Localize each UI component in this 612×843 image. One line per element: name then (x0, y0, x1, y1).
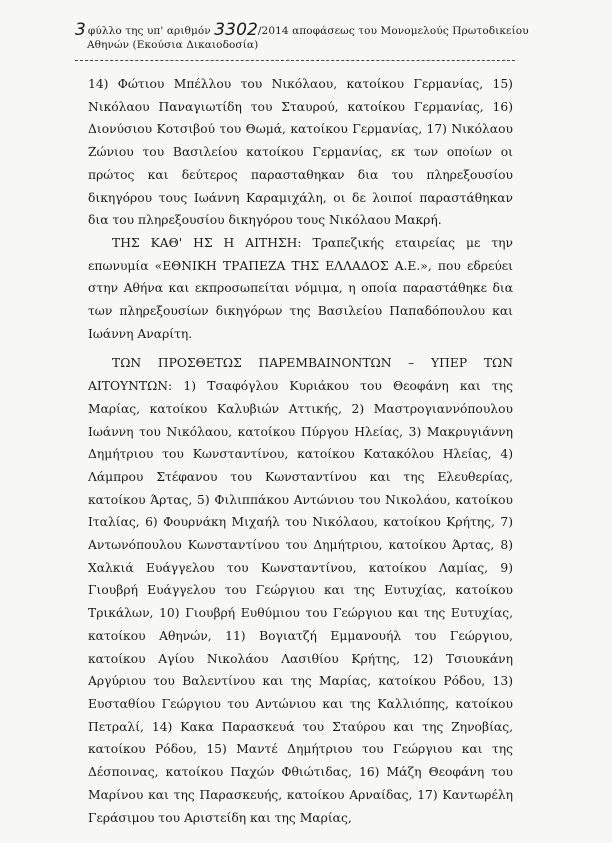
header-line-1 (75, 22, 545, 38)
paragraph-respondent: ΤΗΣ ΚΑΘ' ΗΣ Η ΑΙΤΗΣΗ: Τραπεζικής εταιρείας με την επωνυμία «ΕΘΝΙΚΗ ΤΡΑΠΕΖΑ ΤΗΣ ΕΛΛΑΔΟΣ Α.Ε.», που εδρεύει στην Αθήνα και εκπροσωπείται νόμιμα, η οποία παραστάθηκε δια των πληρεξουσίων δικηγόρων της Βασιλείου Παπαδόπουλου και Ιωάννη Αναρίτη. (88, 235, 513, 341)
page-header (75, 22, 545, 52)
header-divider (75, 60, 515, 61)
page-mark-handwritten: 3 (75, 20, 86, 40)
paragraph-interveners: ΤΩΝ ΠΡΟΣΘΕΤΩΣ ΠΑΡΕΜΒΑΙΝΟΝΤΩΝ – ΥΠΕΡ ΤΩΝ ΑΙΤΟΥΝΤΩΝ: 1) Τσαφόγλου Κυριάκου του Θεοφάνη και της Μαρίας, κατοίκου Καλυβιών Αττικής, 2) Μαστρογιαννόπουλου Ιωάννη του Νικόλαου, κατοίκου Πύργου Ηλείας, 3) Μακρυγιάννη Δημήτριου του Κωνσταντίνου, κατοίκου Κατακόλου Ηλείας, 4) Λάμπρου Στέφανου του Κωνσταντίνου και της Ελευθερίας, κατοίκου Άρτας, 5) Φιλιππάκου Αντώνιου του Νικολάου, κατοίκου Ιταλίας, 6) Φουρνάκη Μιχαήλ του Νικόλαου, κατοίκου Κρήτης, 7) Αντωνόπουλου Κωνσταντίνου του Δημήτριου, κατοίκου Άρτας, 8) Χαλκιά Ευάγγελου του Κωνσταντίνου, κατοίκου Λαμίας, 9) Γιουβρή Ευάγγελου του Γεώργιου και της Ευτυχίας, κατοίκου Τρικάλων, 10) Γιουβρή Ευθύμιου του Γεώργιου και της Ευτυχίας, κατοίκου Αθηνών, 11) Βογιατζή Εμμανουήλ του Γεώργιου, κατοίκου Αγίου Νικολάου Λασιθίου Κρήτης, 12) Τσιουκάνη Αργύριου του Βαλεντίνου και της Μαρίας, κατοίκου Ρόδου, 13) Ευσταθίου Γεώργιου του Αντώνιου και της Καλλιόπης, κατοίκου Πετραλί, 14) Κακα Παρασκευά του Σταύρου και της Ζηνοβίας, κατοίκου Ρόδου, 15) Μαντέ Δημήτριου του Γεώργιου και της Δέσποινας, κατοίκου Παχών Φθιώτιδας, 16) Μάζη Θεοφάνη του Μαρίνου και της Παρασκευής, κατοίκου Αρναίδας, 17) Καντωρέλη Γεράσιμου του Αριστείδη και της Μαρίας, (88, 356, 513, 825)
header-text-b: /2014 αποφάσεως του Μονομελούς Πρωτοδικείου (257, 25, 529, 37)
decision-number-handwritten: 3302 (214, 20, 258, 40)
header-line-2: Αθηνών (Εκούσια Δικαιοδοσία) (87, 39, 259, 51)
document-body (88, 73, 513, 829)
paragraph-parties-continued: 14) Φώτιου Μπέλλου του Νικόλαου, κατοίκου Γερμανίας, 15) Νικόλαου Παναγιωτίδη του Σταυρού, κατοίκου Γερμανίας, 16) Διονύσιου Κοτσιβού του Θωμά, κατοίκου Γερμανίας, 17) Νικόλαου Ζώνιου του Βασιλείου κατοίκου Γερμανίας, εκ των οποίων οι πρώτος και δεύτερος παρασταθηκαν δια του πληρεξουσίου δικηγόρου τους Ιωάννη Καραμιχάλη, οι δε λοιποί παραστάθηκαν δια του πληρεξουσίου δικηγόρου τους Νικόλαου Μακρή. (88, 77, 513, 228)
header-text-a: φύλλο της υπ' αριθμόν (87, 25, 211, 37)
